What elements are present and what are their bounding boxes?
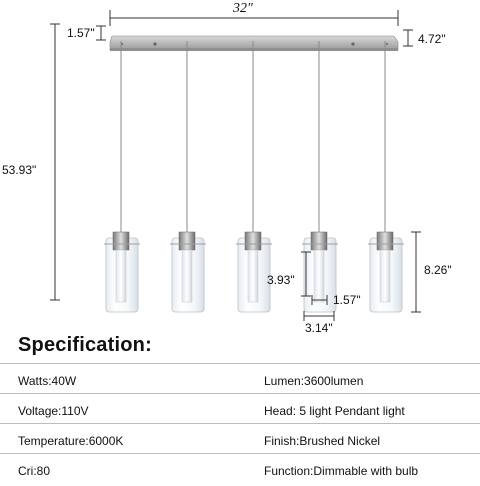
spec-title: Specification: xyxy=(18,334,152,356)
inner-height-label: 3.93" xyxy=(267,273,295,287)
spec-row xyxy=(0,363,480,394)
inner-width-label: 1.57" xyxy=(333,293,361,307)
total-height-label: 53.93" xyxy=(2,163,37,177)
spec-watts: Watts:40W xyxy=(18,374,77,388)
canopy-height-dimension xyxy=(403,30,413,46)
pendant-5 xyxy=(368,41,404,312)
spec-lumen: Lumen:3600lumen xyxy=(264,374,364,388)
spec-function: Function:Dimmable with bulb xyxy=(264,464,419,478)
pendant-4 xyxy=(302,41,338,312)
spec-temperature: Temperature:6000K xyxy=(18,434,124,448)
canopy-offset-dimension xyxy=(96,26,106,40)
spec-row xyxy=(0,423,480,454)
pendant-1 xyxy=(104,41,140,312)
spec-cri: Cri:80 xyxy=(18,464,51,478)
canopy xyxy=(110,36,398,51)
spec-finish: Finish:Brushed Nickel xyxy=(264,434,381,448)
pendant-2 xyxy=(170,41,206,312)
spec-row xyxy=(0,453,480,484)
spec-row xyxy=(0,393,480,424)
shade-height-label: 8.26" xyxy=(424,263,452,277)
canopy-height-label: 4.72" xyxy=(418,32,446,46)
spec-head: Head: 5 light Pendant light xyxy=(264,404,405,418)
canopy-offset-label: 1.57" xyxy=(67,26,95,40)
shade-width-label: 3.14" xyxy=(305,321,333,335)
shade-height-dimension xyxy=(411,232,421,312)
width-label: 32″ xyxy=(233,1,253,16)
pendant-3 xyxy=(236,41,272,312)
shade-width-dimension xyxy=(304,311,334,321)
total-height-dimension xyxy=(50,24,60,300)
spec-voltage: Voltage:110V xyxy=(18,404,89,418)
width-dimension xyxy=(110,10,398,26)
